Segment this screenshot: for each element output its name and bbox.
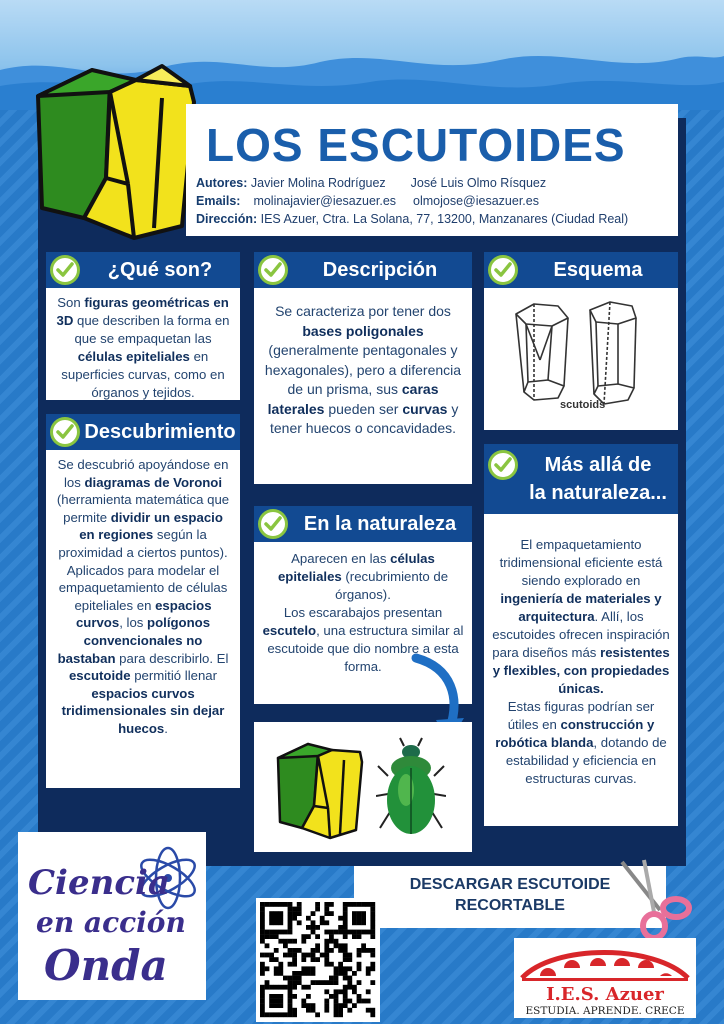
emails-row: [196, 194, 539, 208]
authors-label: Autores:: [196, 176, 248, 190]
card-images: [254, 722, 472, 852]
check-icon: [258, 509, 288, 539]
scissors-icon: [614, 858, 694, 942]
svg-text:Ciencia: Ciencia: [28, 863, 170, 903]
card-header: [254, 506, 472, 542]
card-title: En la naturaleza: [303, 512, 457, 535]
svg-text:Onda: Onda: [44, 941, 168, 990]
card-title: Descubrimiento: [84, 420, 236, 443]
card-header: [46, 414, 240, 450]
author-2: José Luis Olmo Rísquez: [410, 176, 547, 190]
check-icon: [488, 450, 518, 480]
check-icon: [488, 255, 518, 285]
check-icon: [50, 417, 80, 447]
scutoid-diagram: [506, 300, 656, 412]
address: IES Azuer, Ctra. La Solana, 77, 13200, Manzanares (Ciudad Real): [260, 212, 629, 226]
card-title: Descripción: [322, 258, 438, 281]
card-esquema: [484, 252, 678, 430]
card-title: ¿Qué son?: [107, 258, 213, 281]
svg-text:ESTUDIA. APRENDE. CRECE: ESTUDIA. APRENDE. CRECE: [525, 1005, 685, 1017]
card-header: [46, 252, 240, 288]
check-icon: [50, 255, 80, 285]
page-title: LOS ESCUTOIDES: [206, 119, 626, 171]
email-1[interactable]: molinajavier@iesazuer.es: [253, 194, 397, 208]
scutoid-model-icon: [32, 58, 200, 245]
card-header: [484, 444, 678, 514]
card-header: [254, 252, 472, 288]
card-header: [484, 252, 678, 288]
card-text: Son figuras geométricas en 3D que describen la forma en que se empaquetan las células epiteliales en superficies curvas, como en órganos y tejidos.: [56, 295, 230, 400]
svg-text:scutoids: scutoids: [560, 399, 606, 411]
address-row: [196, 212, 628, 226]
card-text: El empaquetamiento tridimensional eficiente está siendo explorado en ingeniería de materiales y arquitectura. Allí, los escutoides ofrecen inspiración para diseños más resistentes y flexibles, con propiedades únicas. Estas figuras podrían ser útiles en construcción y robótica blanda, dotando de estabilidad y eficiencia en estructuras curvas.: [492, 537, 670, 786]
check-icon: [258, 255, 288, 285]
ciencia-en-accion-logo: [18, 832, 206, 1000]
scutoid-model-icon: [274, 736, 366, 840]
card-mas-alla: [484, 444, 678, 826]
card-que-son: [46, 252, 240, 400]
card-text: Se descubrió apoyándose en los diagramas de Voronoi (herramienta matemática que permite dividir un espacio en regiones según la proximidad a ciertos puntos). Aplicados para modelar el empaquetamiento de células epiteliales en espacios curvos, los polígonos convencionales no bastaban para describirlo. El escutoide permitió llenar espacios curvos tridimensionales sin dejar huecos.: [56, 457, 230, 736]
email-2[interactable]: olmojose@iesazuer.es: [413, 194, 539, 208]
svg-text:en acción: en acción: [36, 906, 186, 939]
ies-azuer-logo: [514, 938, 696, 1018]
authors-row: [196, 176, 546, 190]
emails-label: Emails:: [196, 194, 241, 208]
title-card: [186, 104, 678, 236]
beetle-icon: [376, 736, 446, 842]
card-descripcion: [254, 252, 472, 484]
card-text: Se caracteriza por tener dos bases poligonales (generalmente pentagonales y hexagonales), pero a diferencia de un prisma, sus caras laterales pueden ser curvas y tener huecos o concavidades.: [264, 303, 462, 436]
qr-code-icon[interactable]: [256, 898, 380, 1022]
card-title: Esquema: [553, 258, 643, 281]
card-title: Más allá de la naturaleza...: [529, 454, 667, 504]
download-line-2: RECORTABLE: [455, 897, 565, 914]
svg-text:I.E.S. Azuer: I.E.S. Azuer: [546, 984, 664, 1005]
author-1: Javier Molina Rodríguez: [250, 176, 386, 190]
address-label: Dirección:: [196, 212, 258, 226]
card-descubrimiento: [46, 414, 240, 788]
download-line-1: DESCARGAR ESCUTOIDE: [409, 876, 611, 893]
card-text: Aparecen en las células epiteliales (recubrimiento de órganos). Los escarabajos presentan escutelo, una estructura similar al escutoide que dio nombre a esta forma.: [262, 551, 464, 674]
